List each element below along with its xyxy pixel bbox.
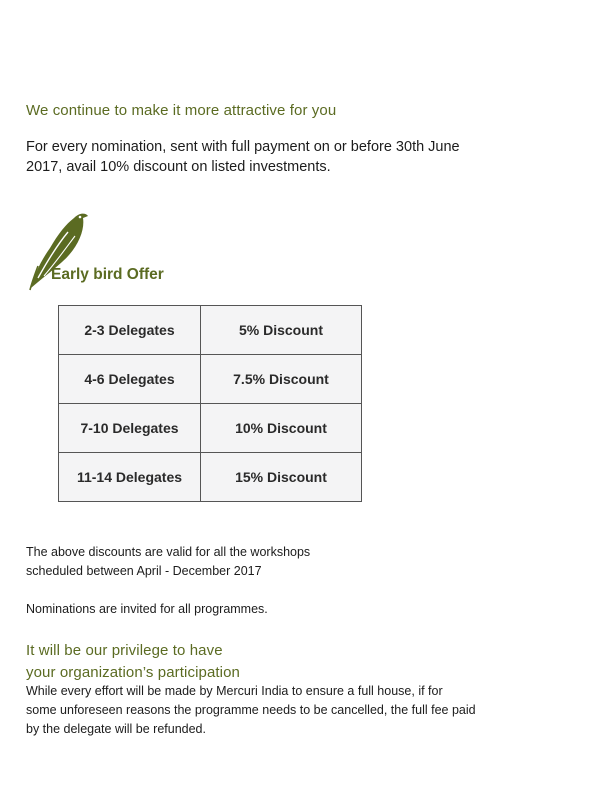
discount-table — [58, 305, 362, 502]
refund-policy-text: While every effort will be made by Mercuri India to ensure a full house, if for some unforeseen reasons the programme needs to be cancelled, the full fee paid by the delegate will be refunded. — [26, 684, 476, 736]
discount-cell: 7.5% Discount — [201, 355, 362, 404]
intro-heading: We continue to make it more attractive for you — [26, 102, 337, 119]
discount-validity-note: The above discounts are valid for all the workshops scheduled between April - December 2017 — [26, 545, 311, 578]
discount-cell: 5% Discount — [201, 306, 362, 355]
intro-text: For every nomination, sent with full payment on or before 30th June 2017, avail 10% discount on listed investments. — [26, 139, 460, 175]
early-bird-offer-title: Early bird Offer — [51, 266, 164, 283]
nominations-note: Nominations are invited for all programmes. — [26, 602, 268, 616]
table-row — [59, 306, 362, 355]
delegates-cell: 2-3 Delegates — [59, 306, 201, 355]
delegates-cell: 4-6 Delegates — [59, 355, 201, 404]
privilege-heading — [26, 640, 240, 684]
delegates-cell: 11-14 Delegates — [59, 453, 201, 502]
delegates-cell: 7-10 Delegates — [59, 404, 201, 453]
table-row — [59, 453, 362, 502]
discount-cell: 10% Discount — [201, 404, 362, 453]
table-row — [59, 355, 362, 404]
privilege-heading-line-2: your organization’s participation — [26, 664, 240, 681]
discount-cell: 15% Discount — [201, 453, 362, 502]
table-row — [59, 404, 362, 453]
privilege-heading-line-1: It will be our privilege to have — [26, 642, 223, 659]
